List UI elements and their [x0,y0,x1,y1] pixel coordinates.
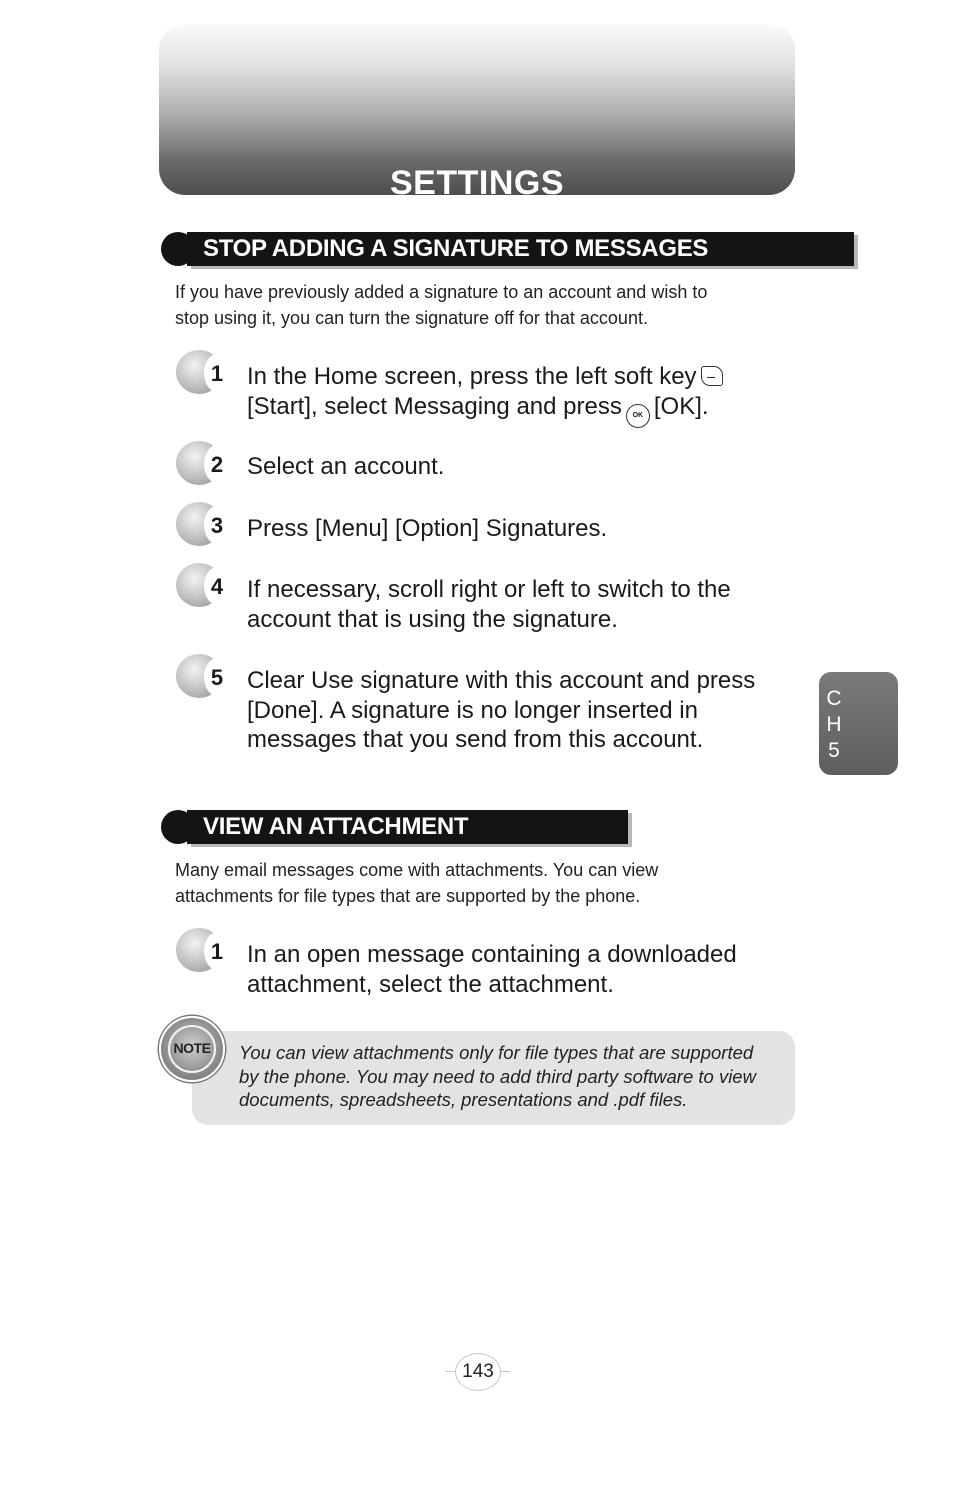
note-line: documents, spreadsheets, presentations and .pdf files. [239,1089,688,1110]
step-line-text: In the Home screen, press the left soft key [247,363,697,390]
step-number: 2 [204,445,230,483]
step-line: In an open message containing a downloaded [247,941,737,968]
step-line-text: [Start], select Messaging and press [247,392,622,420]
step-number: 1 [204,932,230,970]
step-badge [176,350,232,396]
step-number: 4 [204,567,230,605]
step-text: Select an account. [247,453,445,480]
step-text [247,940,792,999]
chapter-header-banner [159,24,795,202]
chapter-tab-letter: C [826,687,842,710]
step-line: account that is using the signature. [247,605,618,633]
chapter-tab-label [825,686,843,764]
step-badge [176,502,232,548]
step-badge [176,928,232,974]
step-badge [176,654,232,700]
step-badge [176,441,232,487]
step-line [247,392,792,428]
step-line [247,362,792,392]
step-line: Clear Use signature with this account and press [247,667,756,694]
step-text [247,575,792,634]
step-number: 5 [204,658,230,696]
chapter-tab-letter: 5 [828,739,840,762]
step-text [247,666,792,755]
note-line: by the phone. You may need to add third party software to view [239,1065,756,1087]
ok-key-icon: OK [626,404,650,428]
intro-line: If you have previously added a signature to an account and wish to [175,282,708,302]
step-text: Press [Menu] [Option] Signatures. [247,515,608,542]
step-badge [176,563,232,609]
page-number: 143 [455,1353,501,1391]
page-title: SETTINGS [389,164,565,202]
section1-intro [175,279,775,331]
heading-label: VIEW AN ATTACHMENT [203,813,469,840]
note-text [239,1041,791,1112]
section2-intro [175,857,775,909]
intro-line: stop using it, you can turn the signature off for that account. [175,308,648,328]
step-line: If necessary, scroll right or left to switch to the [247,576,731,603]
step-line: attachment, select the attachment. [247,970,614,998]
step-number: 1 [204,354,230,392]
intro-line: Many email messages come with attachments. You can view [175,860,659,880]
step-line: [Done]. A signature is no longer inserted in [247,696,698,724]
intro-line: attachments for file types that are supported by the phone. [175,886,641,906]
chapter-tab [819,672,898,775]
chapter-tab-letter: H [826,713,842,736]
note-line: You can view attachments only for file types that are supported [239,1042,754,1063]
step-line-text: [OK]. [653,392,709,420]
note-icon [159,1016,225,1082]
heading-label: STOP ADDING A SIGNATURE TO MESSAGES [203,235,709,262]
step-text [247,362,792,428]
note-icon-label: NOTE [173,1040,211,1056]
step-number: 3 [204,506,230,544]
left-soft-key-icon [701,366,723,386]
step-line: messages that you send from this account. [247,726,704,753]
